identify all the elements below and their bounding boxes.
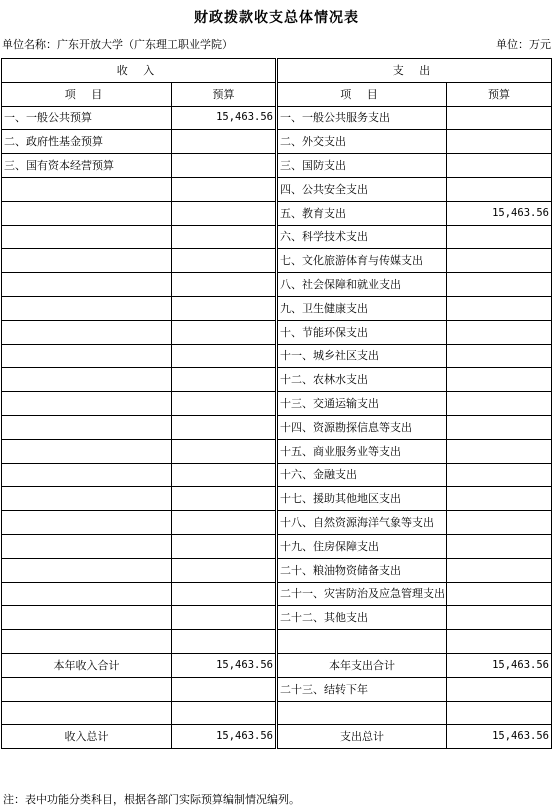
header-row-2 bbox=[2, 82, 552, 106]
income-item: 一、一般公共预算 bbox=[2, 106, 172, 130]
expense-item: 九、卫生健康支出 bbox=[277, 296, 447, 320]
income-budget bbox=[172, 130, 277, 154]
table-row bbox=[2, 368, 552, 392]
table-row bbox=[2, 201, 552, 225]
expense-budget bbox=[447, 225, 552, 249]
income-subtotal-value: 15,463.56 bbox=[172, 653, 277, 677]
expense-budget bbox=[447, 534, 552, 558]
expense-item: 七、文化旅游体育与传媒支出 bbox=[277, 249, 447, 273]
expense-budget bbox=[447, 606, 552, 630]
table-row bbox=[2, 511, 552, 535]
unit-name: 单位名称：广东开放大学（广东理工职业学院） bbox=[2, 38, 233, 51]
table-row bbox=[2, 154, 552, 178]
expense-item: 二十一、灾害防治及应急管理支出 bbox=[277, 582, 447, 606]
table-row bbox=[2, 630, 552, 654]
income-budget bbox=[172, 511, 277, 535]
table-row bbox=[2, 439, 552, 463]
income-item bbox=[2, 249, 172, 273]
income-item bbox=[2, 273, 172, 297]
expense-budget bbox=[447, 677, 552, 701]
income-budget bbox=[172, 582, 277, 606]
income-total-label: 收入总计 bbox=[2, 725, 172, 749]
income-header: 收 入 bbox=[2, 59, 277, 83]
income-item bbox=[2, 582, 172, 606]
expense-item: 四、公共安全支出 bbox=[277, 177, 447, 201]
income-budget bbox=[172, 177, 277, 201]
income-item bbox=[2, 511, 172, 535]
expense-budget bbox=[447, 439, 552, 463]
income-budget bbox=[172, 201, 277, 225]
income-budget bbox=[172, 320, 277, 344]
income-budget bbox=[172, 415, 277, 439]
income-item bbox=[2, 177, 172, 201]
expense-item bbox=[277, 701, 447, 725]
footnote: 注：表中功能分类科目，根据各部门实际预算编制情况编列。 bbox=[3, 793, 300, 806]
income-budget bbox=[172, 392, 277, 416]
expense-budget bbox=[447, 130, 552, 154]
income-item bbox=[2, 463, 172, 487]
table-row bbox=[2, 177, 552, 201]
income-item bbox=[2, 630, 172, 654]
expense-item: 六、科学技术支出 bbox=[277, 225, 447, 249]
expense-budget bbox=[447, 273, 552, 297]
income-budget bbox=[172, 368, 277, 392]
expense-item: 十四、资源勘探信息等支出 bbox=[277, 415, 447, 439]
expense-budget bbox=[447, 154, 552, 178]
table-row bbox=[2, 463, 552, 487]
income-item bbox=[2, 701, 172, 725]
expense-total-value: 15,463.56 bbox=[447, 725, 552, 749]
income-budget bbox=[172, 558, 277, 582]
table-row bbox=[2, 701, 552, 725]
expense-budget bbox=[447, 392, 552, 416]
expense-item-header: 项 目 bbox=[277, 82, 447, 106]
table-row bbox=[2, 273, 552, 297]
income-subtotal-label: 本年收入合计 bbox=[2, 653, 172, 677]
expense-item: 二十、粮油物资储备支出 bbox=[277, 558, 447, 582]
table-row bbox=[2, 487, 552, 511]
table-row bbox=[2, 534, 552, 558]
income-budget bbox=[172, 154, 277, 178]
expense-budget bbox=[447, 320, 552, 344]
expense-budget bbox=[447, 701, 552, 725]
income-budget bbox=[172, 439, 277, 463]
income-item bbox=[2, 558, 172, 582]
income-budget bbox=[172, 677, 277, 701]
expense-item: 十、节能环保支出 bbox=[277, 320, 447, 344]
income-item bbox=[2, 392, 172, 416]
unit-label: 单位：万元 bbox=[496, 38, 551, 51]
expense-total-label: 支出总计 bbox=[277, 725, 447, 749]
carry-forward-label: 二十三、结转下年 bbox=[277, 677, 447, 701]
income-item bbox=[2, 677, 172, 701]
table-row bbox=[2, 606, 552, 630]
income-item bbox=[2, 534, 172, 558]
carry-row bbox=[2, 677, 552, 701]
expense-budget bbox=[447, 415, 552, 439]
expense-item: 十六、金融支出 bbox=[277, 463, 447, 487]
expense-budget bbox=[447, 558, 552, 582]
expense-budget bbox=[447, 463, 552, 487]
income-item bbox=[2, 344, 172, 368]
expense-item: 二十二、其他支出 bbox=[277, 606, 447, 630]
header-row-1 bbox=[2, 59, 552, 83]
income-budget bbox=[172, 225, 277, 249]
expense-budget: 15,463.56 bbox=[447, 201, 552, 225]
income-item: 二、政府性基金预算 bbox=[2, 130, 172, 154]
table-row bbox=[2, 415, 552, 439]
income-budget bbox=[172, 606, 277, 630]
income-item bbox=[2, 606, 172, 630]
income-item bbox=[2, 415, 172, 439]
expense-budget bbox=[447, 296, 552, 320]
table-row bbox=[2, 582, 552, 606]
table-row bbox=[2, 558, 552, 582]
expense-budget bbox=[447, 177, 552, 201]
expense-item: 五、教育支出 bbox=[277, 201, 447, 225]
table-row bbox=[2, 225, 552, 249]
income-item bbox=[2, 368, 172, 392]
income-budget bbox=[172, 344, 277, 368]
table-row bbox=[2, 130, 552, 154]
income-budget-header: 预算 bbox=[172, 82, 277, 106]
income-budget bbox=[172, 249, 277, 273]
expense-subtotal-value: 15,463.56 bbox=[447, 653, 552, 677]
table-row bbox=[2, 392, 552, 416]
income-budget bbox=[172, 487, 277, 511]
expense-item: 十二、农林水支出 bbox=[277, 368, 447, 392]
expense-item: 十三、交通运输支出 bbox=[277, 392, 447, 416]
expense-header: 支 出 bbox=[277, 59, 552, 83]
income-budget bbox=[172, 296, 277, 320]
expense-item bbox=[277, 630, 447, 654]
income-total-value: 15,463.56 bbox=[172, 725, 277, 749]
expense-budget bbox=[447, 487, 552, 511]
income-item bbox=[2, 320, 172, 344]
expense-item: 二、外交支出 bbox=[277, 130, 447, 154]
income-budget bbox=[172, 701, 277, 725]
table-body bbox=[2, 59, 552, 749]
expense-budget bbox=[447, 582, 552, 606]
income-budget bbox=[172, 630, 277, 654]
expense-item: 八、社会保障和就业支出 bbox=[277, 273, 447, 297]
income-item-header: 项 目 bbox=[2, 82, 172, 106]
expense-budget bbox=[447, 344, 552, 368]
income-item bbox=[2, 439, 172, 463]
expense-item: 一、一般公共服务支出 bbox=[277, 106, 447, 130]
total-row bbox=[2, 725, 552, 749]
expense-item: 十八、自然资源海洋气象等支出 bbox=[277, 511, 447, 535]
expense-budget-header: 预算 bbox=[447, 82, 552, 106]
unit-info-row bbox=[2, 36, 551, 52]
table-row bbox=[2, 296, 552, 320]
subtotal-row bbox=[2, 653, 552, 677]
report-title: 财政拨款收支总体情况表 bbox=[194, 10, 359, 26]
table-row bbox=[2, 106, 552, 130]
expense-budget bbox=[447, 511, 552, 535]
expense-item: 三、国防支出 bbox=[277, 154, 447, 178]
fiscal-table bbox=[1, 58, 552, 749]
expense-item: 十九、住房保障支出 bbox=[277, 534, 447, 558]
income-item bbox=[2, 225, 172, 249]
income-item bbox=[2, 201, 172, 225]
expense-item: 十七、援助其他地区支出 bbox=[277, 487, 447, 511]
table-row bbox=[2, 344, 552, 368]
income-budget bbox=[172, 273, 277, 297]
income-budget: 15,463.56 bbox=[172, 106, 277, 130]
expense-item: 十一、城乡社区支出 bbox=[277, 344, 447, 368]
income-budget bbox=[172, 534, 277, 558]
table-row bbox=[2, 249, 552, 273]
expense-item: 十五、商业服务业等支出 bbox=[277, 439, 447, 463]
expense-budget bbox=[447, 249, 552, 273]
income-item bbox=[2, 296, 172, 320]
income-budget bbox=[172, 463, 277, 487]
expense-budget bbox=[447, 630, 552, 654]
expense-subtotal-label: 本年支出合计 bbox=[277, 653, 447, 677]
table-row bbox=[2, 320, 552, 344]
expense-budget bbox=[447, 106, 552, 130]
income-item: 三、国有资本经营预算 bbox=[2, 154, 172, 178]
income-item bbox=[2, 487, 172, 511]
expense-budget bbox=[447, 368, 552, 392]
